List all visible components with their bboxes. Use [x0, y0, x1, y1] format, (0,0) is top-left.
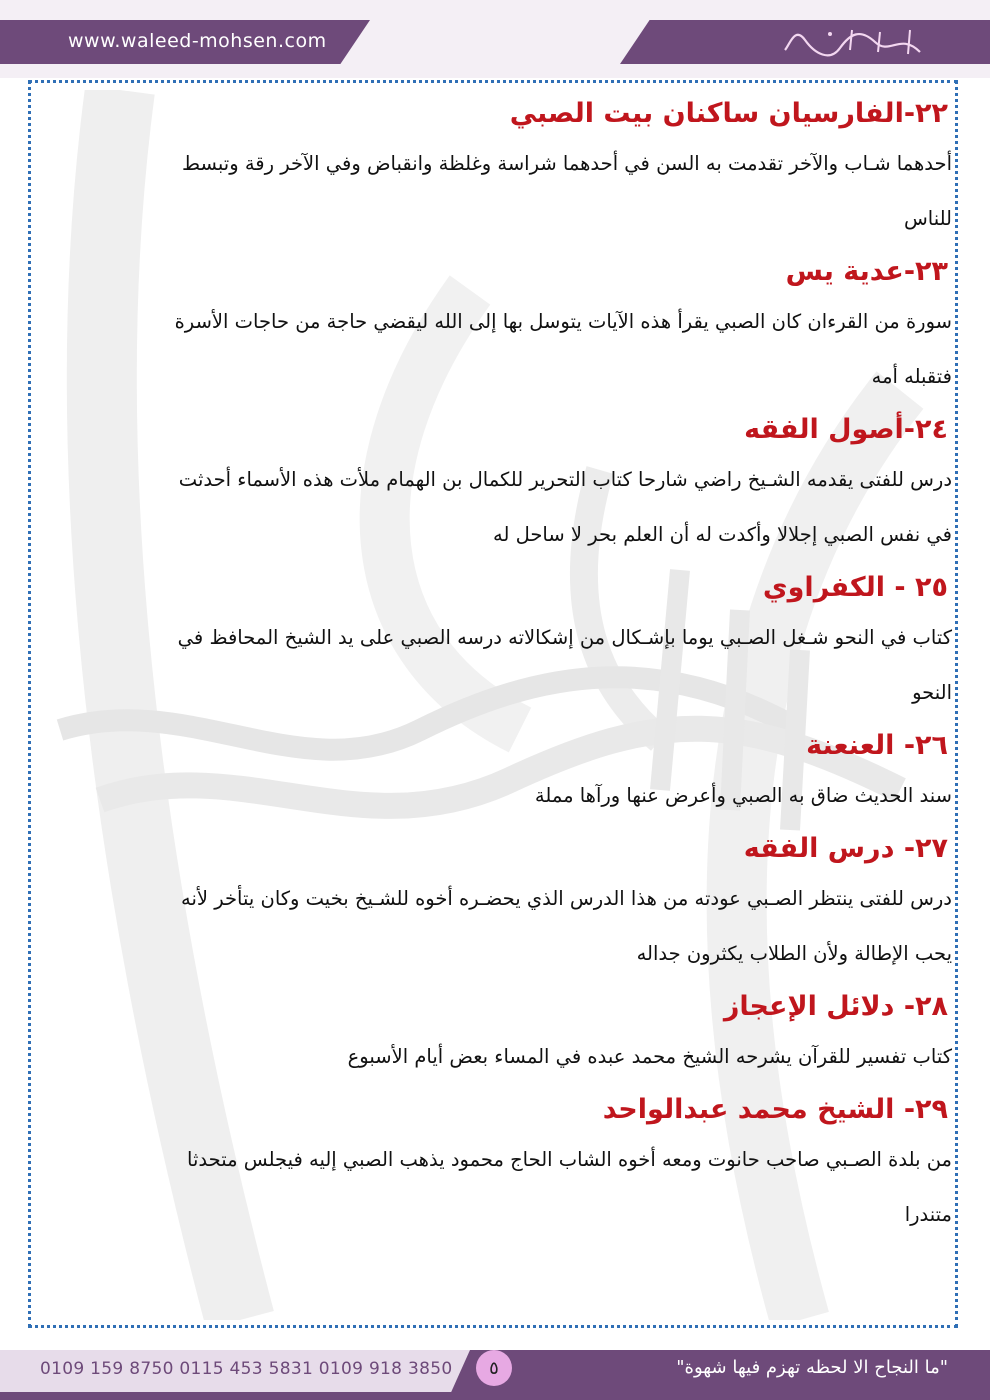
- entry-title: ٢٤-أصول الفقه: [744, 414, 948, 445]
- entry-text-line: في نفس الصبي إجلالا وأكدت له أن العلم بحر لا ساحل له: [493, 523, 952, 546]
- entry-22: [38, 94, 952, 246]
- entry-26: [38, 726, 952, 823]
- entry-25: [38, 568, 952, 720]
- entry-title: ٢٢-الفارسيان ساكنان بيت الصبي: [509, 98, 948, 129]
- entry-title: ٢٩- الشيخ محمد عبدالواحد: [602, 1094, 948, 1125]
- website-url[interactable]: www.waleed-mohsen.com: [68, 30, 327, 52]
- entry-text-line: سند الحديث ضاق به الصبي وأعرض عنها ورآها مملة: [534, 784, 952, 807]
- calligraphy-logo: [780, 22, 930, 62]
- entry-28: [38, 987, 952, 1084]
- entry-title: ٢٥ - الكفراوي: [762, 572, 948, 603]
- entry-title: ٢٣-عدية يس: [785, 256, 948, 287]
- entry-text-line: للناس: [903, 207, 952, 230]
- entry-text-line: فتقبله أمه: [871, 365, 952, 388]
- entry-text-line: سورة من القرءان كان الصبي يقرأ هذه الآيات يتوسل بها إلى الله ليقضي حاجة من حاجات الأسرة: [174, 310, 952, 333]
- entry-text-line: أحدهما شـاب والآخر تقدمت به السن في أحدهما شراسة وغلظة وانقباض وفي الآخر رقة وتبسط: [181, 152, 952, 175]
- phone-numbers: 0109 159 8750 0115 453 5831 0109 918 3850: [40, 1359, 453, 1379]
- glossary-content: [38, 88, 952, 1242]
- entry-text-line: من بلدة الصـبي صاحب حانوت ومعه أخوه الشاب الحاج محمود يذهب الصبي إليه فيجلس متحدثا: [187, 1148, 952, 1171]
- entry-text-line: النحو: [912, 681, 952, 704]
- entry-text-line: يحب الإطالة ولأن الطلاب يكثرون جداله: [636, 942, 952, 965]
- entry-23: [38, 252, 952, 404]
- entry-text-line: كتاب تفسير للقرآن يشرحه الشيخ محمد عبده في المساء بعض أيام الأسبوع: [347, 1045, 952, 1068]
- entry-text-line: متندرا: [904, 1203, 952, 1226]
- entry-29: [38, 1090, 952, 1242]
- entry-title: ٢٨- دلائل الإعجاز: [723, 991, 948, 1022]
- footer-quote: "ما النجاح الا لحظه تهزم فيها شهوة": [676, 1357, 948, 1378]
- entry-24: [38, 410, 952, 562]
- entry-text-line: درس للفتى ينتظر الصـبي عودته من هذا الدرس الذي يحضـره أخوه للشـيخ بخيت وكان يتأخر لأنه: [181, 887, 952, 910]
- page-number: ٥: [476, 1350, 512, 1386]
- entry-text-line: كتاب في النحو شـغل الصـبي يوما بإشـكال من إشكالاته درسه الصبي على يد الشيخ المحافظ في: [177, 626, 952, 649]
- entry-27: [38, 829, 952, 981]
- entry-title: ٢٦- العنعنة: [806, 730, 948, 761]
- entry-text-line: درس للفتى يقدمه الشـيخ راضي شارحا كتاب التحرير للكمال بن الهمام ملأت هذه الأسماء أحدثت: [178, 468, 952, 491]
- entry-title: ٢٧- درس الفقه: [743, 833, 948, 864]
